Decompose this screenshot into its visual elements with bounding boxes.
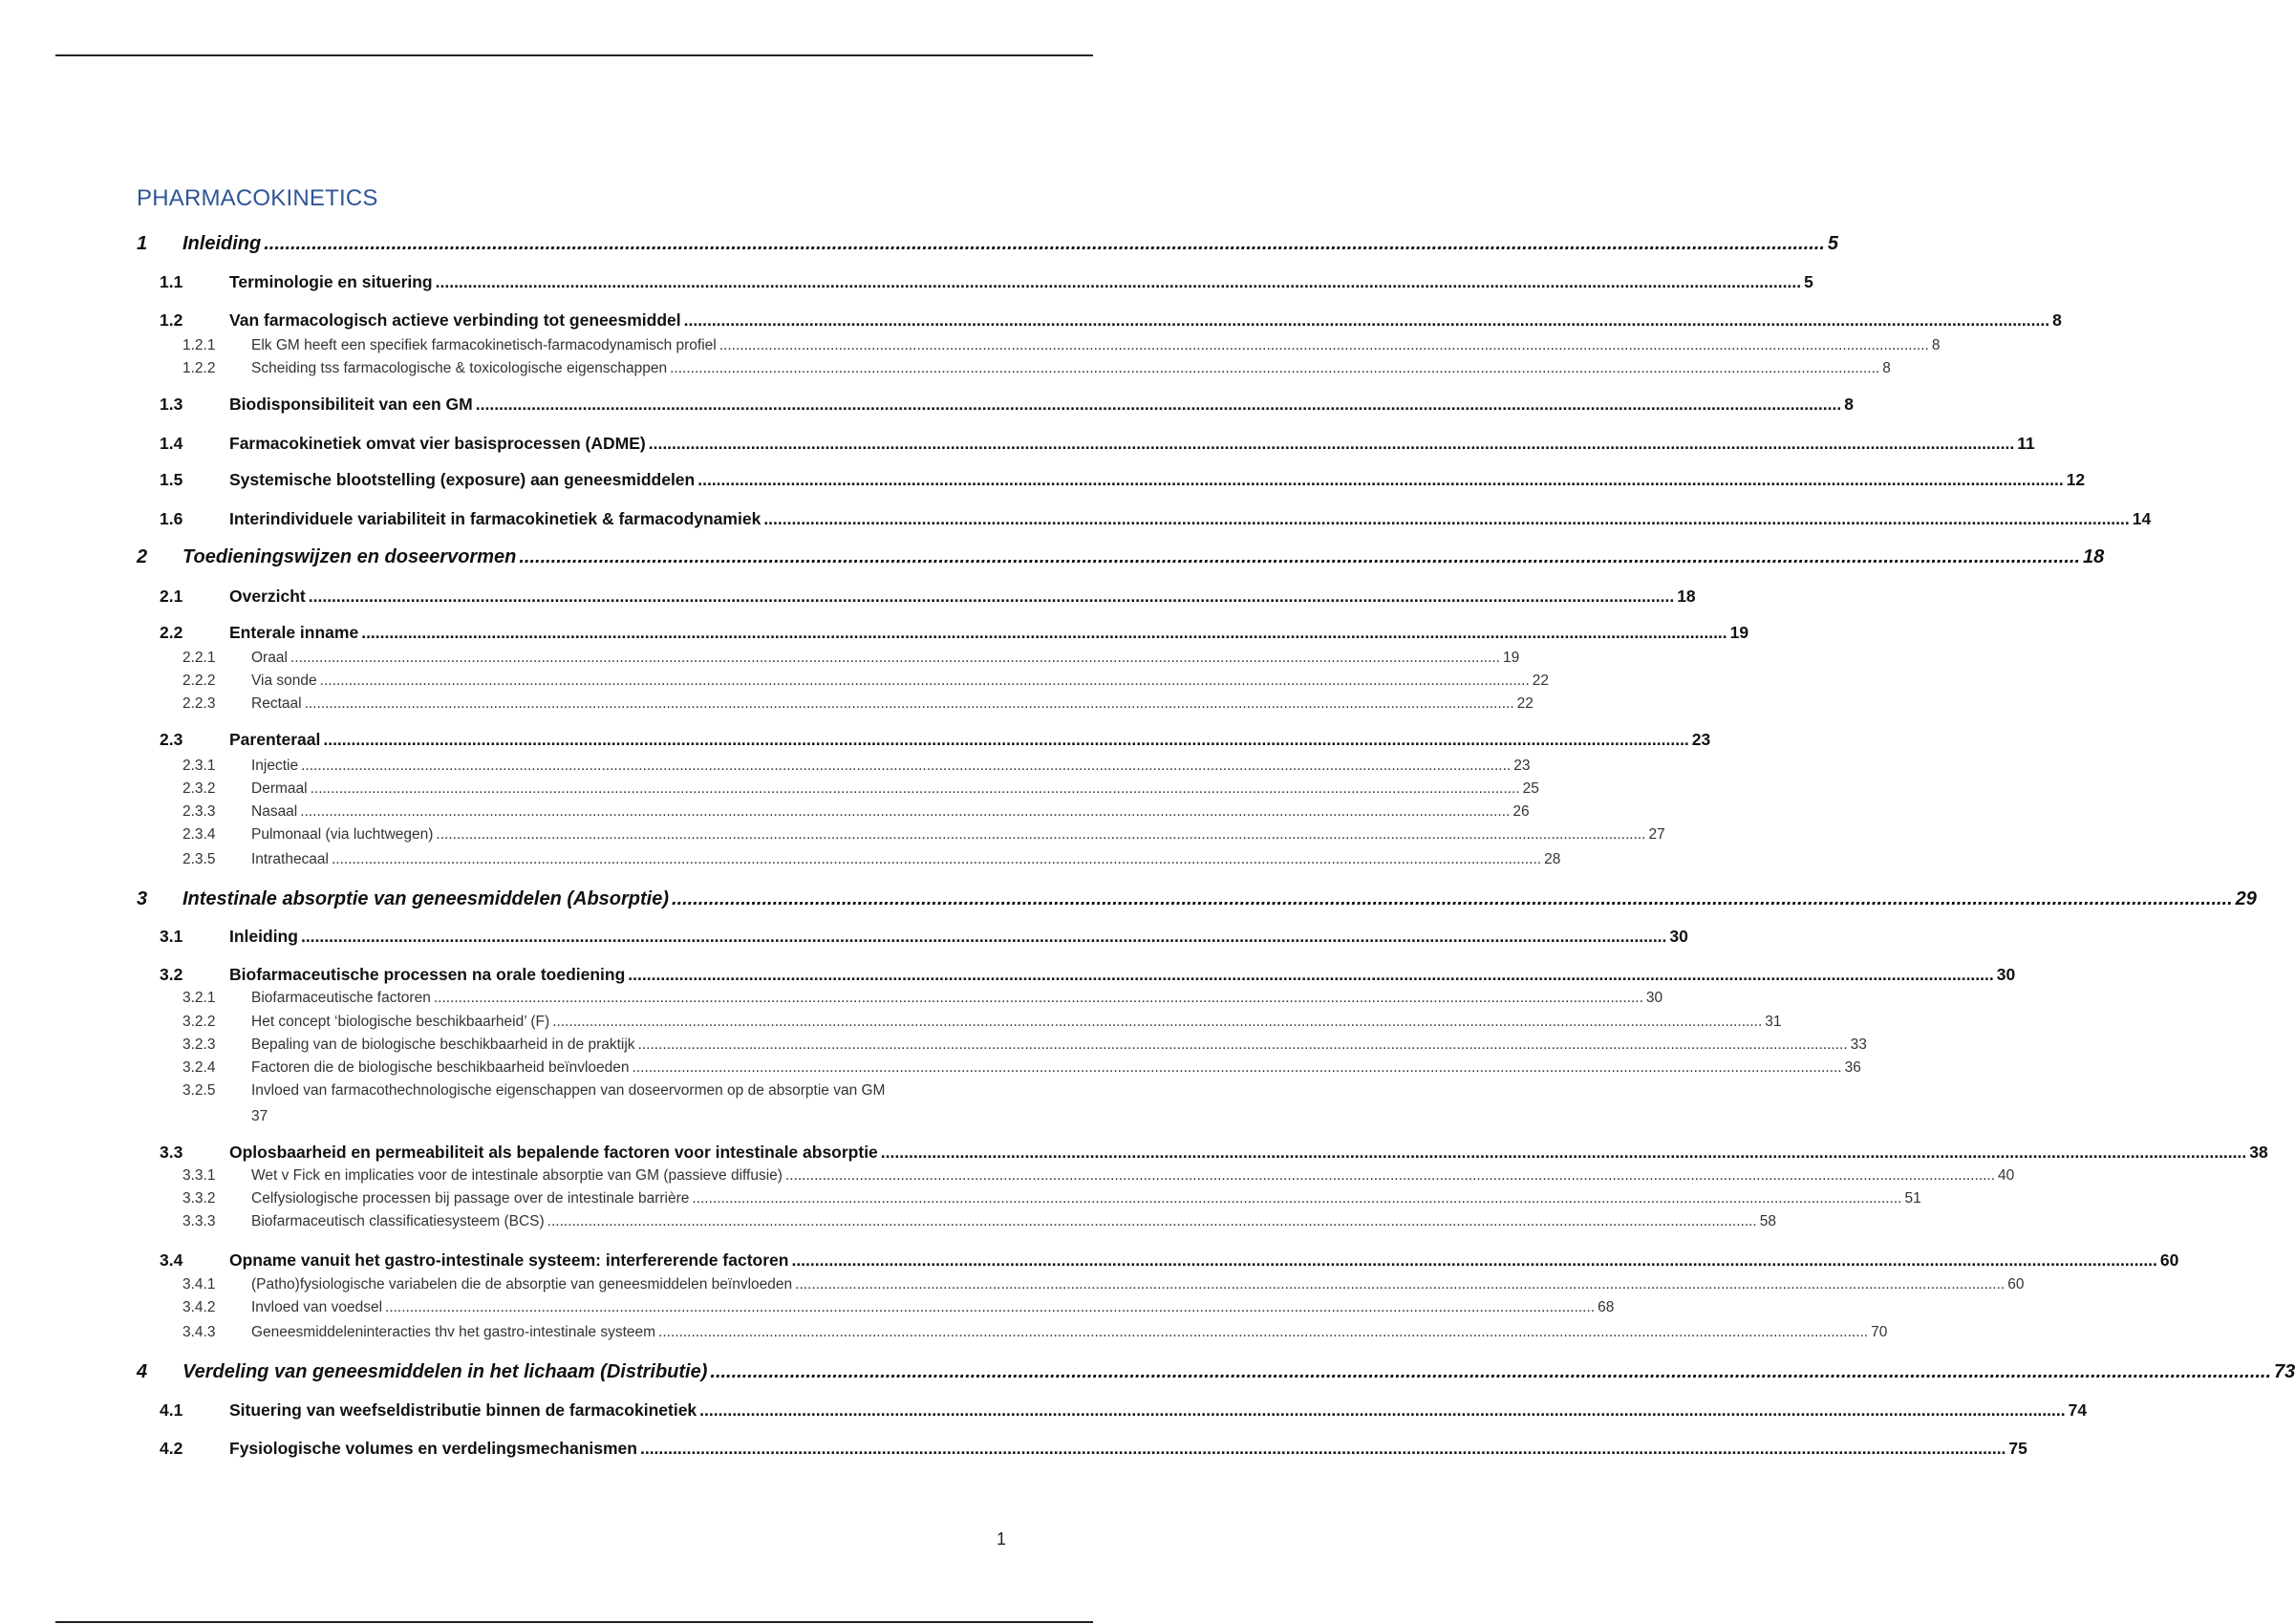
toc-text: Invloed van farmacothechnologische eigenschappen van doseervormen op de absorptie van GM bbox=[251, 1082, 886, 1099]
toc-number: 4.1 bbox=[160, 1400, 183, 1420]
toc-text: Intrathecaal bbox=[251, 851, 329, 867]
toc-number: 1.3 bbox=[160, 395, 183, 414]
toc-number: 3.4 bbox=[160, 1250, 183, 1270]
toc-leader bbox=[628, 965, 1993, 985]
toc-leader bbox=[649, 434, 2014, 454]
toc-number: 2.3.5 bbox=[182, 851, 216, 867]
toc-entry[interactable] bbox=[182, 360, 1891, 377]
toc-entry[interactable] bbox=[182, 990, 1663, 1007]
toc-text: Farmacokinetiek omvat vier basisprocessen (ADME) bbox=[229, 434, 646, 453]
toc-text: Situering van weefseldistributie binnen de farmacokinetiek bbox=[229, 1400, 697, 1420]
toc-leader bbox=[385, 1299, 1595, 1316]
toc-text: Geneesmiddeleninteracties thv het gastro-intestinale systeem bbox=[251, 1324, 656, 1340]
toc-page: 8 bbox=[1882, 360, 1891, 376]
toc-leader bbox=[434, 990, 1643, 1007]
toc-page-wrapped: 37 bbox=[251, 1108, 268, 1124]
toc-text: Overzicht bbox=[229, 587, 306, 606]
toc-text: Rectaal bbox=[251, 695, 302, 712]
toc-entry[interactable] bbox=[182, 1213, 1776, 1230]
toc-entry[interactable] bbox=[182, 650, 1520, 667]
toc-leader bbox=[658, 1324, 1868, 1341]
toc-number: 3.2.2 bbox=[182, 1014, 216, 1030]
toc-leader bbox=[692, 1190, 1901, 1207]
toc-entry[interactable] bbox=[160, 310, 2062, 331]
toc-entry[interactable] bbox=[182, 1299, 1615, 1316]
toc-entry[interactable] bbox=[160, 272, 1813, 292]
toc-page: 36 bbox=[1844, 1059, 1861, 1076]
toc-number: 2 bbox=[137, 546, 148, 567]
toc-number: 2.3.3 bbox=[182, 803, 216, 820]
toc-number: 3.2.3 bbox=[182, 1036, 216, 1053]
toc-page: 8 bbox=[2052, 310, 2062, 330]
toc-text: Factoren die de biologische beschikbaarheid beïnvloeden bbox=[251, 1059, 630, 1076]
toc-text: Scheiding tss farmacologische & toxicologische eigenschappen bbox=[251, 360, 668, 376]
toc-text: Oraal bbox=[251, 650, 288, 666]
toc-number: 2.2.1 bbox=[182, 650, 216, 666]
toc-text: Toedieningswijzen en doseervormen bbox=[182, 546, 517, 567]
toc-text: Terminologie en situering bbox=[229, 272, 433, 291]
toc-page: 74 bbox=[2068, 1400, 2088, 1420]
toc-text: Biofarmaceutisch classificatiesysteem (BCS) bbox=[251, 1213, 545, 1229]
toc-entry[interactable] bbox=[182, 337, 1941, 354]
toc-entry[interactable] bbox=[182, 1036, 1867, 1054]
toc-entry-wrapped[interactable] bbox=[182, 1082, 1008, 1100]
toc-number: 3.3.1 bbox=[182, 1167, 216, 1184]
toc-leader bbox=[672, 888, 2233, 910]
toc-text: Invloed van voedsel bbox=[251, 1299, 383, 1315]
toc-leader bbox=[795, 1276, 2005, 1293]
toc-entry[interactable] bbox=[160, 927, 1688, 947]
toc-page: 58 bbox=[1759, 1213, 1776, 1229]
toc-page: 30 bbox=[1996, 965, 2016, 984]
toc-page: 8 bbox=[1931, 337, 1941, 353]
toc-leader bbox=[264, 233, 1825, 255]
toc-number: 3 bbox=[137, 888, 148, 909]
toc-number: 1.2.1 bbox=[182, 337, 216, 353]
toc-leader bbox=[699, 1400, 2065, 1421]
toc-entry[interactable] bbox=[182, 826, 1665, 844]
toc-entry[interactable] bbox=[160, 1400, 2088, 1421]
toc-leader bbox=[791, 1250, 2156, 1271]
toc-number: 2.3 bbox=[160, 730, 183, 749]
toc-page: 22 bbox=[1532, 673, 1550, 689]
toc-text: Injectie bbox=[251, 758, 299, 774]
toc-entry[interactable] bbox=[160, 623, 1749, 643]
toc-text: Verdeling van geneesmiddelen in het lichaam (Distributie) bbox=[182, 1361, 708, 1382]
toc-leader bbox=[332, 851, 1541, 868]
toc-page: 5 bbox=[1827, 233, 1838, 254]
toc-leader bbox=[519, 546, 2080, 568]
toc-leader bbox=[719, 337, 1929, 354]
toc-entry[interactable] bbox=[182, 695, 1534, 713]
toc-page: 8 bbox=[1844, 395, 1854, 414]
toc-number: 3.2 bbox=[160, 965, 183, 984]
toc-entry[interactable] bbox=[182, 758, 1531, 775]
toc-text: Opname vanuit het gastro-intestinale systeem: interfererende factoren bbox=[229, 1250, 789, 1270]
toc-text: Dermaal bbox=[251, 780, 308, 797]
toc-page: 11 bbox=[2017, 434, 2035, 453]
toc-page: 31 bbox=[1765, 1014, 1782, 1030]
toc-page: 33 bbox=[1850, 1036, 1867, 1053]
toc-text: Pulmonaal (via luchtwegen) bbox=[251, 826, 434, 843]
toc-entry[interactable] bbox=[182, 1276, 2025, 1293]
toc-leader bbox=[697, 470, 2063, 490]
toc-page: 60 bbox=[2007, 1276, 2025, 1293]
toc-entry[interactable] bbox=[160, 730, 1711, 750]
toc-entry[interactable] bbox=[137, 1361, 2295, 1383]
toc-leader bbox=[710, 1361, 2271, 1383]
toc-text: Celfysiologische processen bij passage over de intestinale barrière bbox=[251, 1190, 690, 1207]
toc-entry[interactable] bbox=[182, 1190, 1921, 1207]
toc-page: 38 bbox=[2249, 1143, 2268, 1162]
toc-number: 4.2 bbox=[160, 1439, 183, 1458]
toc-page: 18 bbox=[2083, 546, 2105, 567]
toc-number: 3.3 bbox=[160, 1143, 183, 1162]
toc-number: 3.4.1 bbox=[182, 1276, 216, 1293]
toc-page: 60 bbox=[2159, 1250, 2179, 1270]
toc-page: 19 bbox=[1729, 623, 1749, 642]
toc-number: 2.2.2 bbox=[182, 673, 216, 689]
toc-text: Biofarmaceutische factoren bbox=[251, 990, 431, 1006]
toc-number: 2.1 bbox=[160, 587, 183, 606]
toc-leader bbox=[638, 1036, 1848, 1054]
toc-page: 19 bbox=[1503, 650, 1520, 666]
toc-page: 23 bbox=[1513, 758, 1531, 774]
toc-page: 25 bbox=[1522, 780, 1539, 797]
toc-number: 1.6 bbox=[160, 509, 183, 528]
toc-entry[interactable] bbox=[160, 470, 2086, 490]
toc-number: 4 bbox=[137, 1361, 148, 1382]
toc-leader bbox=[436, 272, 1801, 292]
toc-number: 3.2.5 bbox=[182, 1082, 216, 1099]
toc-page: 30 bbox=[1645, 990, 1663, 1006]
toc-leader bbox=[311, 780, 1520, 798]
toc-entry[interactable] bbox=[182, 1167, 2015, 1185]
toc-page: 70 bbox=[1871, 1324, 1888, 1340]
toc-text: Wet v Fick en implicaties voor de intestinale absorptie van GM (passieve diffusie) bbox=[251, 1167, 783, 1184]
toc-number: 1.5 bbox=[160, 470, 183, 489]
toc-number: 3.3.3 bbox=[182, 1213, 216, 1229]
toc-number: 3.2.1 bbox=[182, 990, 216, 1006]
toc-leader bbox=[361, 623, 1727, 643]
toc-number: 3.4.2 bbox=[182, 1299, 216, 1315]
toc-entry[interactable] bbox=[160, 1439, 2027, 1459]
toc-number: 1.1 bbox=[160, 272, 183, 291]
toc-number: 1.2.2 bbox=[182, 360, 216, 376]
toc-leader bbox=[670, 360, 1879, 377]
toc-entry[interactable] bbox=[182, 1324, 1888, 1341]
toc-entry[interactable] bbox=[182, 673, 1550, 690]
toc-number: 1.2 bbox=[160, 310, 183, 330]
toc-text: Via sonde bbox=[251, 673, 317, 689]
toc-text: Interindividuele variabiliteit in farmacokinetiek & farmacodynamiek bbox=[229, 509, 761, 528]
toc-leader bbox=[684, 310, 2049, 331]
toc-text: Enterale inname bbox=[229, 623, 359, 642]
toc-leader bbox=[436, 826, 1645, 844]
toc-text: (Patho)fysiologische variabelen die de absorptie van geneesmiddelen beïnvloeden bbox=[251, 1276, 793, 1293]
toc-leader bbox=[881, 1143, 2246, 1163]
toc-entry[interactable] bbox=[160, 509, 2152, 529]
top-rule bbox=[55, 54, 1093, 56]
toc-leader bbox=[785, 1167, 1995, 1185]
toc-text: Biofarmaceutische processen na orale toediening bbox=[229, 965, 626, 984]
toc-page: 18 bbox=[1677, 587, 1696, 606]
toc-leader bbox=[301, 927, 1666, 947]
toc-page: 23 bbox=[1691, 730, 1711, 749]
toc-page: 40 bbox=[1998, 1167, 2015, 1184]
toc-page: 68 bbox=[1598, 1299, 1615, 1315]
toc-number: 3.3.2 bbox=[182, 1190, 216, 1207]
toc-number: 2.3.4 bbox=[182, 826, 216, 843]
toc-page: 26 bbox=[1512, 803, 1530, 820]
toc-entry[interactable] bbox=[182, 803, 1530, 821]
toc-entry[interactable] bbox=[160, 965, 2016, 985]
toc-page: 30 bbox=[1669, 927, 1688, 946]
toc-page: 12 bbox=[2066, 470, 2086, 489]
toc-number: 1.4 bbox=[160, 434, 183, 453]
toc-number: 1 bbox=[137, 233, 148, 254]
toc-leader bbox=[300, 803, 1510, 821]
toc-leader bbox=[476, 395, 1841, 415]
toc-entry[interactable] bbox=[182, 1014, 1782, 1031]
toc-entry[interactable] bbox=[160, 395, 1854, 415]
toc-number: 3.4.3 bbox=[182, 1324, 216, 1340]
toc-page: 5 bbox=[1804, 272, 1813, 291]
toc-number: 3.1 bbox=[160, 927, 183, 946]
toc-leader bbox=[290, 650, 1500, 667]
toc-page: 29 bbox=[2235, 888, 2257, 909]
toc-entry[interactable] bbox=[137, 546, 2105, 568]
toc-text: Fysiologische volumes en verdelingsmechanismen bbox=[229, 1439, 637, 1458]
toc-entry[interactable] bbox=[160, 434, 2035, 454]
toc-leader bbox=[305, 695, 1514, 713]
toc-text: Inleiding bbox=[229, 927, 298, 946]
toc-entry[interactable] bbox=[160, 587, 1696, 607]
page-number: 1 bbox=[997, 1529, 1007, 1549]
toc-page: 28 bbox=[1544, 851, 1561, 867]
toc-leader bbox=[320, 673, 1530, 690]
toc-text: Parenteraal bbox=[229, 730, 321, 749]
toc-text: Van farmacologisch actieve verbinding tot geneesmiddel bbox=[229, 310, 681, 330]
toc-text: Oplosbaarheid en permeabiliteit als bepalende factoren voor intestinale absorptie bbox=[229, 1143, 878, 1162]
toc-number: 2.3.1 bbox=[182, 758, 216, 774]
toc-number: 3.2.4 bbox=[182, 1059, 216, 1076]
toc-leader bbox=[301, 758, 1511, 775]
toc-text: Nasaal bbox=[251, 803, 298, 820]
toc-leader bbox=[547, 1213, 1757, 1230]
toc-text: Bepaling van de biologische beschikbaarheid in de praktijk bbox=[251, 1036, 635, 1053]
toc-text: Inleiding bbox=[182, 233, 262, 254]
toc-leader bbox=[552, 1014, 1762, 1031]
toc-leader bbox=[633, 1059, 1842, 1077]
toc-number: 2.2.3 bbox=[182, 695, 216, 712]
toc-entry[interactable] bbox=[182, 1059, 1861, 1077]
toc-entry[interactable] bbox=[160, 1250, 2179, 1271]
toc-text: Intestinale absorptie van geneesmiddelen (Absorptie) bbox=[182, 888, 670, 909]
toc-page: 27 bbox=[1648, 826, 1665, 843]
toc-leader bbox=[323, 730, 1688, 750]
toc-page: 51 bbox=[1904, 1190, 1921, 1207]
toc-text: Systemische blootstelling (exposure) aan geneesmiddelen bbox=[229, 470, 696, 489]
toc-page: 14 bbox=[2132, 509, 2152, 528]
toc-entry[interactable] bbox=[137, 233, 1838, 255]
toc-entry[interactable] bbox=[160, 1143, 2268, 1163]
toc-page: 22 bbox=[1516, 695, 1534, 712]
toc-text: Biodisponsibiliteit van een GM bbox=[229, 395, 473, 414]
toc-entry[interactable] bbox=[137, 888, 2257, 910]
toc-text: Het concept ‘biologische beschikbaarheid’ (F) bbox=[251, 1014, 550, 1030]
toc-leader bbox=[763, 509, 2129, 529]
toc-leader bbox=[640, 1439, 2005, 1459]
toc-entry[interactable] bbox=[182, 780, 1539, 798]
toc-number: 2.2 bbox=[160, 623, 183, 642]
toc-entry[interactable] bbox=[182, 851, 1561, 868]
bottom-rule bbox=[55, 1621, 1093, 1623]
toc-page: 73 bbox=[2274, 1361, 2295, 1382]
toc-text: Elk GM heeft een specifiek farmacokinetisch-farmacodynamisch profiel bbox=[251, 337, 717, 353]
toc-page: 75 bbox=[2008, 1439, 2027, 1458]
toc-leader bbox=[309, 587, 1674, 607]
toc-heading: PHARMACOKINETICS bbox=[137, 185, 378, 211]
toc-number: 2.3.2 bbox=[182, 780, 216, 797]
